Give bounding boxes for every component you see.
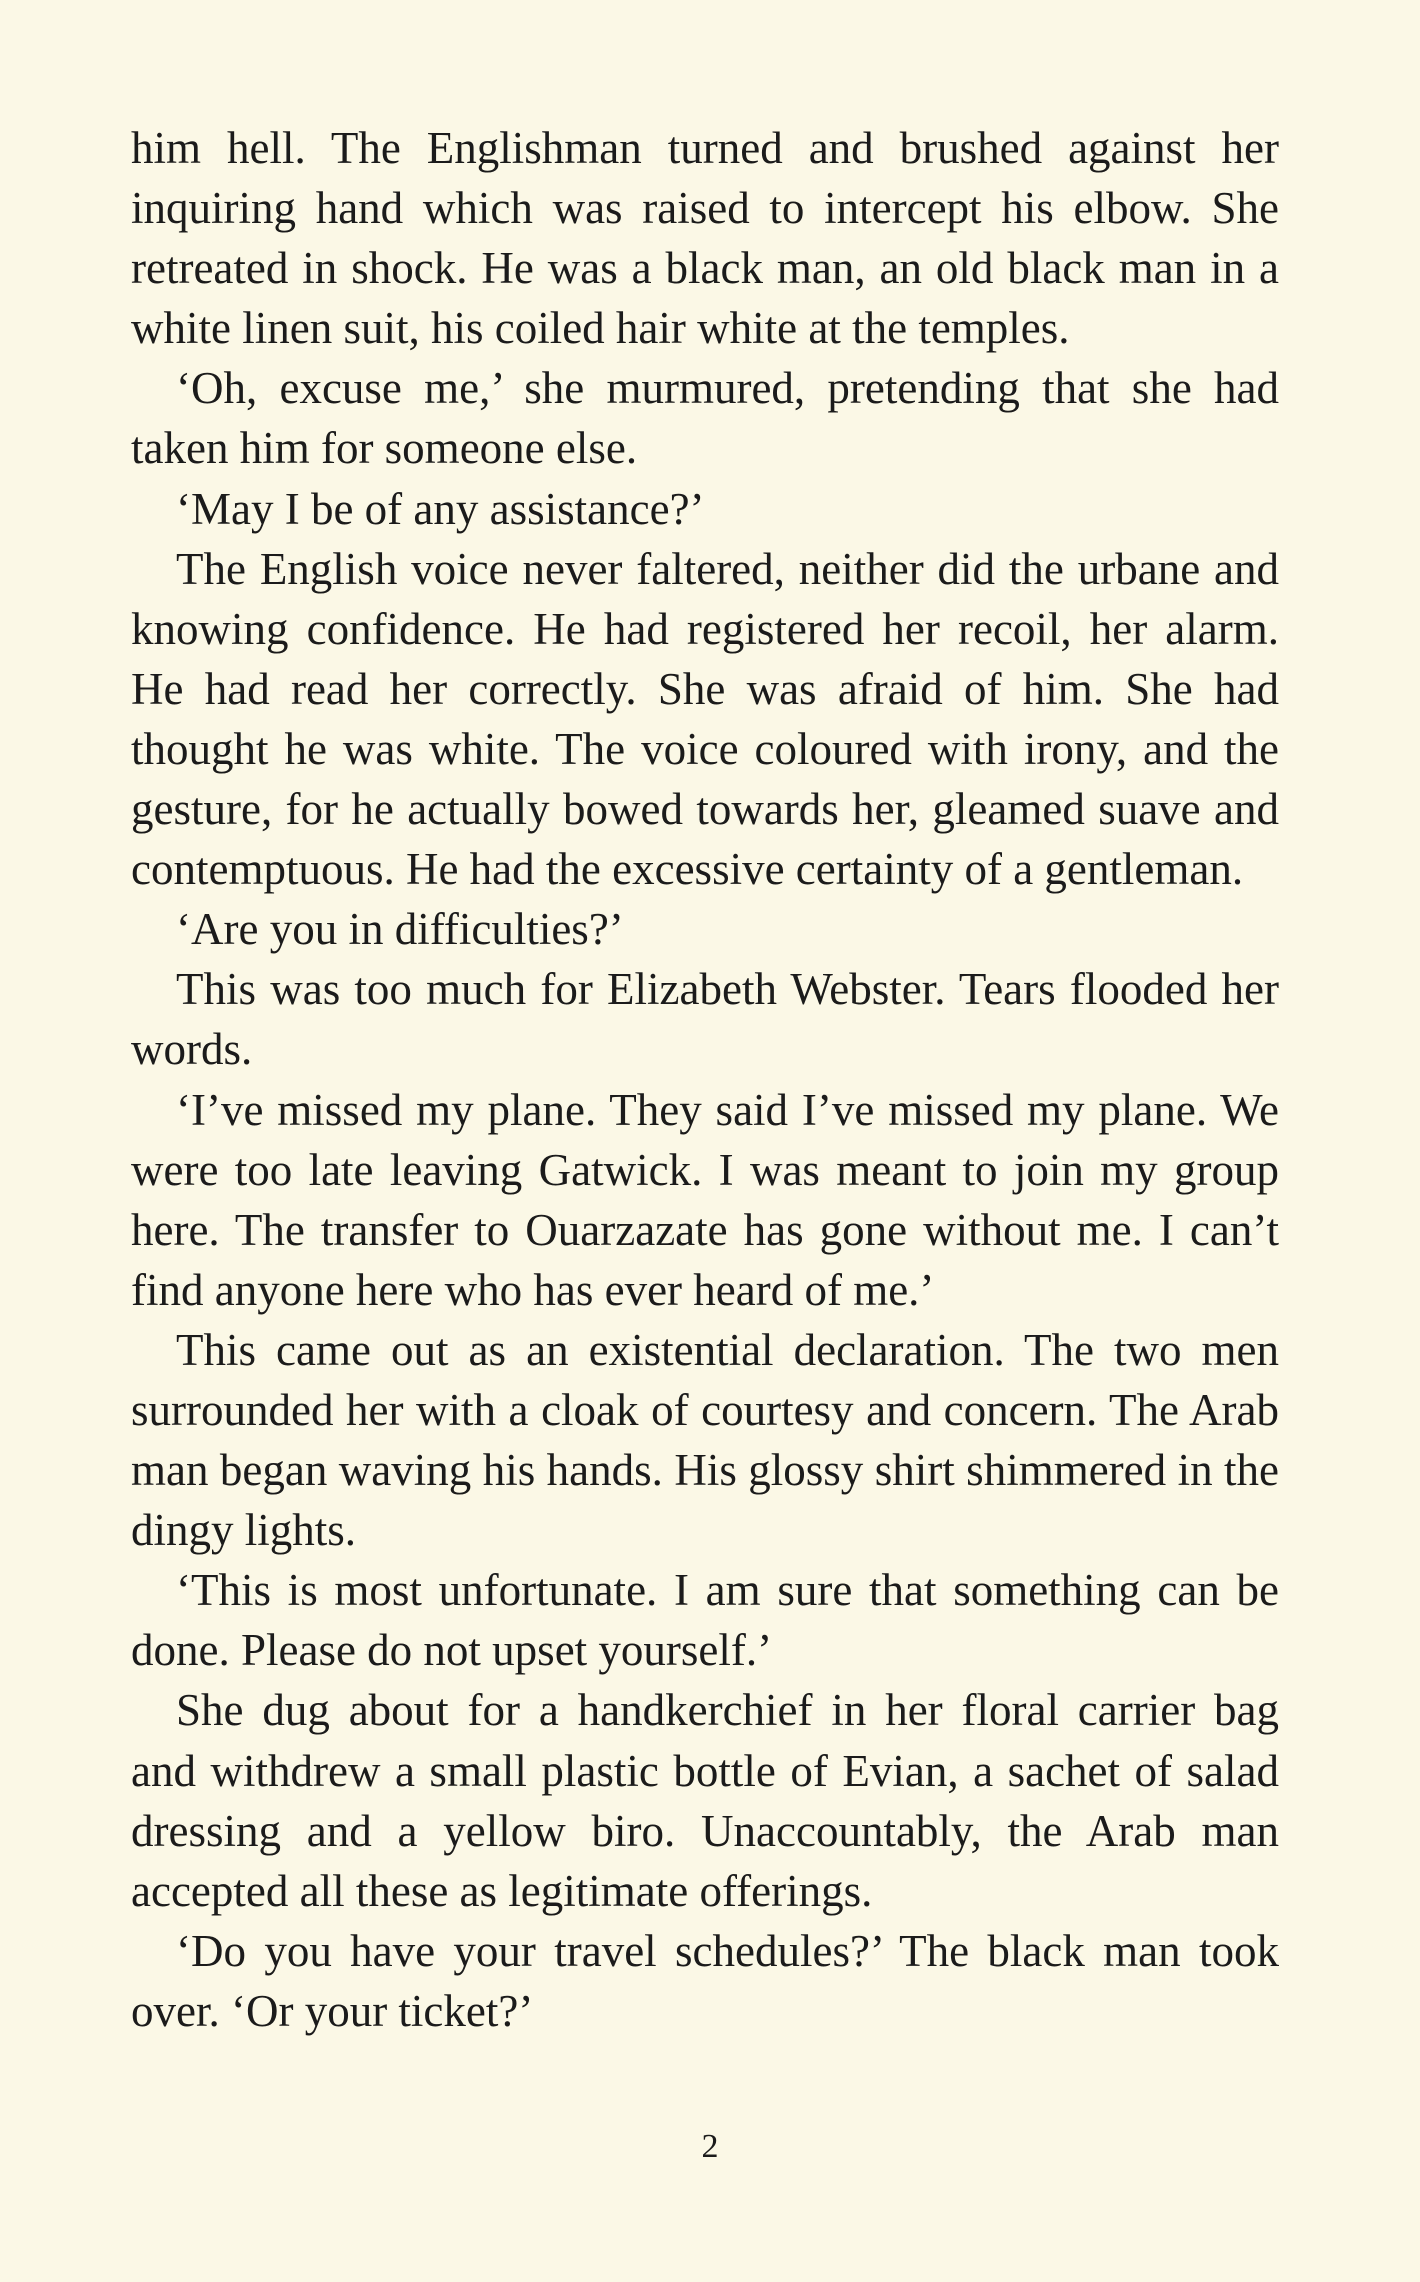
paragraph-1: him hell. The Englishman turned and brushed against her inquiring hand which was raised to intercept his elbow. She retreated in shock. He was a black man, an old black man in a white linen suit, his coiled hair white at the temples. (131, 123, 1279, 354)
paragraph-3: ‘May I be of any assistance?’ (176, 483, 705, 534)
paragraph-7: ‘I’ve missed my plane. They said I’ve missed my plane. We were too late leaving Gatwick. I was meant to join my group here. The transfer to Ouarzazate has gone without me. I can’t find anyone here who has ever heard of me.’ (131, 1084, 1279, 1315)
paragraph-10: She dug about for a handkerchief in her floral carrier bag and withdrew a small plastic bottle of Evian, a sachet of salad dressing and a yellow biro. Unaccountably, the Arab man accepted all these as legitimate offerings. (131, 1685, 1279, 1916)
paragraph-8: This came out as an existential declaration. The two men surrounded her with a cloak of courtesy and concern. The Arab man began waving his hands. His glossy shirt shimmered in the dingy lights. (131, 1324, 1279, 1556)
page-number: 2 (701, 2128, 719, 2165)
paragraph-2: ‘Oh, excuse me,’ she murmured, pretending that she had taken him for someone else. (131, 363, 1279, 474)
paragraph-6: This was too much for Elizabeth Webster. Tears flooded her words. (131, 964, 1279, 1075)
paragraph-4: The English voice never faltered, neither did the urbane and knowing confidence. He had registered her recoil, her alarm. He had read her correctly. She was afraid of him. She had thought he was white. The voice coloured with irony, and the gesture, for he actually bowed towards her, gleamed suave and contemptuous. He had the excessive certainty of a gentleman. (131, 543, 1279, 895)
body-text (131, 118, 1279, 2041)
paragraph-11: ‘Do you have your travel schedules?’ The black man took over. ‘Or your ticket?’ (131, 1925, 1279, 2036)
paragraph-9: ‘This is most unfortunate. I am sure that something can be done. Please do not upset yourself.’ (131, 1565, 1279, 1676)
paragraph-5: ‘Are you in difficulties?’ (176, 904, 624, 955)
